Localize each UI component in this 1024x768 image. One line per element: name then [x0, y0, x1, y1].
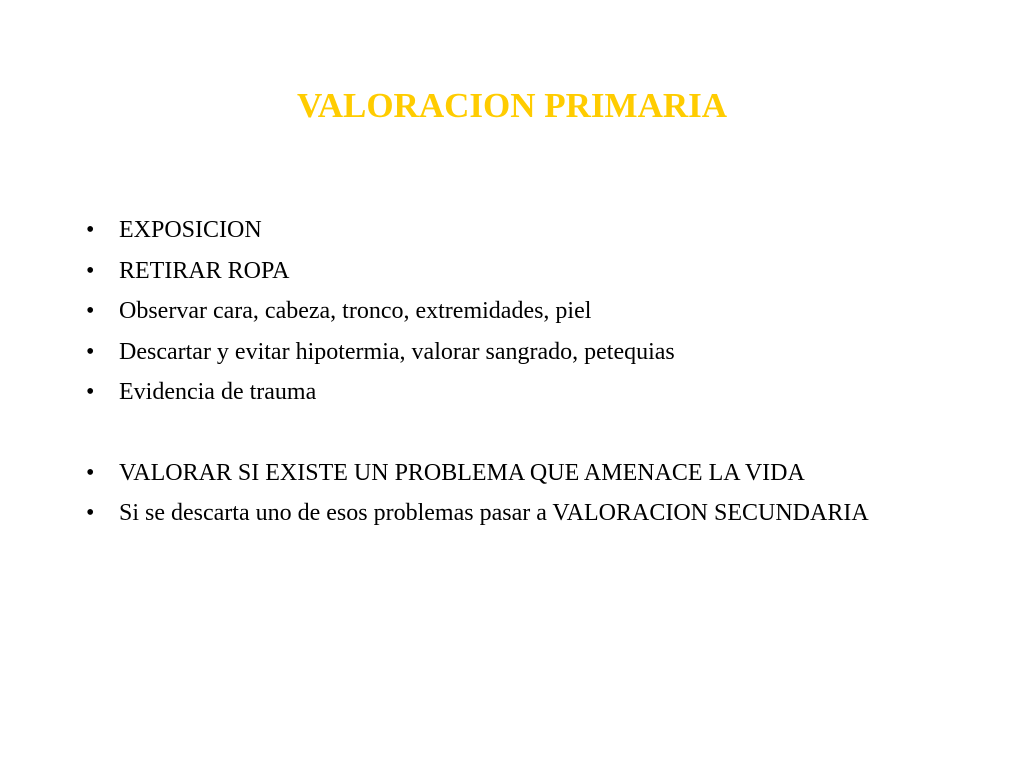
bullet-text: EXPOSICION	[119, 217, 262, 243]
bullet-text: VALORAR SI EXISTE UN PROBLEMA QUE AMENACE LA VIDA	[119, 459, 805, 486]
bullet-marker: •	[86, 217, 95, 243]
bullet-text: Si se descarta uno de esos problemas pasar a VALORACION SECUNDARIA	[119, 500, 869, 526]
bullet-item	[86, 210, 986, 251]
bullet-marker: •	[86, 298, 95, 324]
bullet-text: Evidencia de trauma	[119, 379, 317, 405]
slide-title: VALORACION PRIMARIA	[296, 86, 728, 125]
bullet-marker: •	[86, 257, 95, 284]
bullet-marker: •	[86, 500, 95, 526]
bullet-list	[86, 210, 986, 534]
bullet-item	[86, 493, 986, 534]
bullet-text: Observar cara, cabeza, tronco, extremidades, piel	[119, 298, 592, 324]
bullet-item	[86, 332, 986, 373]
bullet-item	[86, 453, 986, 494]
bullet-marker: •	[86, 338, 95, 365]
bullet-item	[86, 251, 986, 292]
bullet-item	[86, 372, 986, 413]
bullet-text: RETIRAR ROPA	[119, 257, 290, 284]
bullet-text: Descartar y evitar hipotermia, valorar sangrado, petequias	[119, 338, 675, 365]
bullet-item	[86, 291, 986, 332]
bullet-marker: •	[86, 379, 95, 405]
bullet-marker: •	[86, 459, 95, 486]
